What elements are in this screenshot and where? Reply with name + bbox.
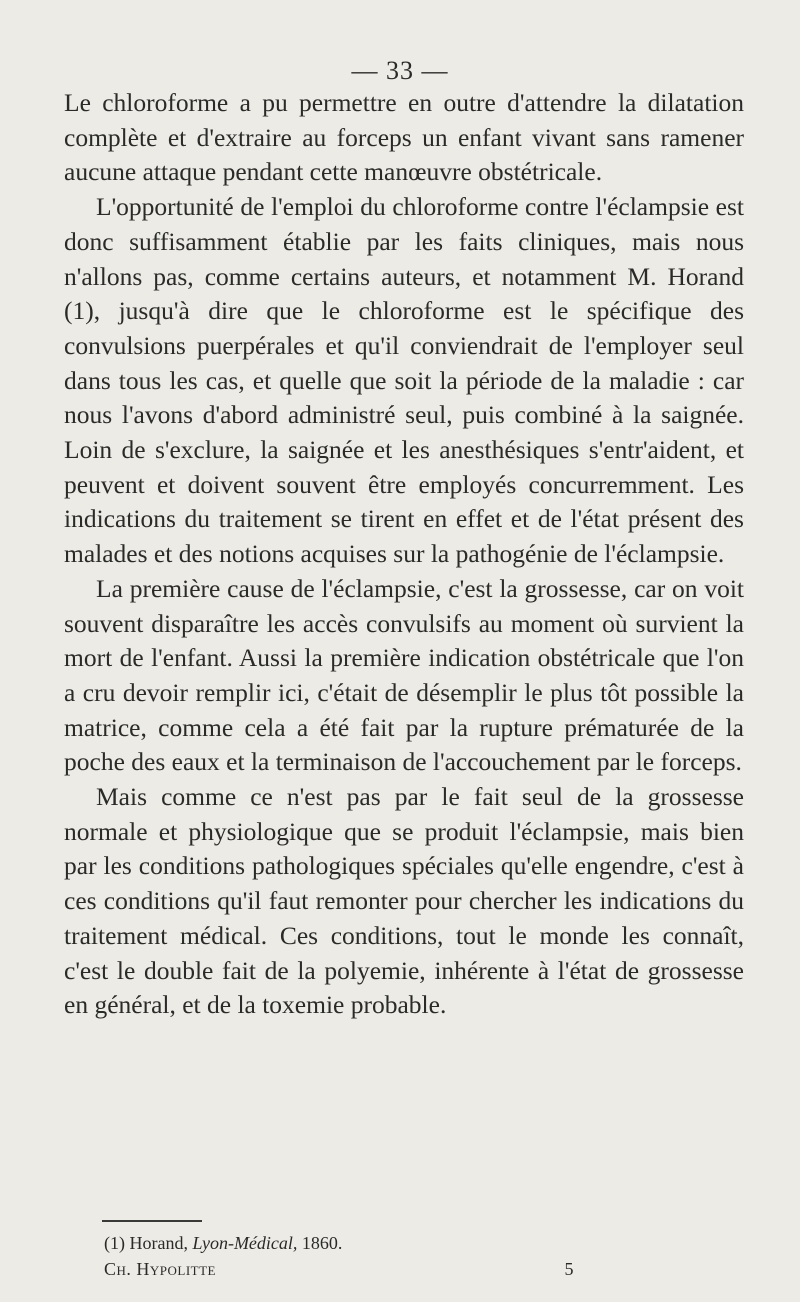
- paragraph-1: Le chloroforme a pu permettre en outre d'attendre la dilatation complète et d'extraire au forceps un enfant vivant sans ramener aucune attaque pendant cette manœuvre obstétricale.: [64, 88, 744, 187]
- signature-line: [104, 1258, 574, 1280]
- body-text: [64, 86, 744, 1023]
- footnote: [104, 1232, 342, 1254]
- page-number: — 33 —: [351, 56, 449, 85]
- paragraph-4: Mais comme ce n'est pas par le fait seul de la grossesse normale et physiologique que se produit l'éclampsie, mais bien par les conditions pathologiques spéciales qu'elle engendre, c'est à ces conditions qu'il faut remonter pour chercher les indications du traitement médical. Ces conditions, tout le monde les connaît, c'est le double fait de la polyemie, inhérente à l'état de grossesse en général, et de la toxemie probable.: [64, 782, 744, 1020]
- paragraph-3: La première cause de l'éclampsie, c'est la grossesse, car on voit souvent disparaître les accès convulsifs au moment où survient la mort de l'enfant. Aussi la première indication obstétricale que l'on a cru devoir remplir ici, c'était de désemplir le plus tôt possible la matrice, comme cela a été fait par la rupture prématurée de la poche des eaux et la terminaison de l'accouchement par le forceps.: [64, 573, 744, 777]
- footnote-rule: [102, 1220, 202, 1222]
- footnote-year: 1860.: [301, 1233, 343, 1253]
- footnote-journal: Lyon-Médical,: [192, 1233, 298, 1253]
- paragraph-2: L'opportunité de l'emploi du chloroforme contre l'éclampsie est donc suffisamment établie par les faits cliniques, mais nous n'allons pas, comme certains auteurs, et notamment M. Horand (1), jusqu'à dire que le chloroforme est le spécifique des convulsions puerpérales et qu'il conviendrait de l'employer seul dans tous les cas, et quelle que soit la période de la maladie : car nous l'avons d'abord administré seul, puis combiné à la saignée. Loin de s'exclure, la saignée et les anesthésiques s'entr'aident, et peuvent et doivent souvent être employés concurremment. Les indications du traitement se tirent en effet et de l'état présent des malades et des notions acquises sur la pathogénie de l'éclampsie.: [64, 192, 744, 569]
- footnote-marker: (1) Horand,: [104, 1233, 188, 1253]
- signature-mark: 5: [564, 1259, 574, 1279]
- author-name: Ch. Hypolitte: [104, 1259, 216, 1279]
